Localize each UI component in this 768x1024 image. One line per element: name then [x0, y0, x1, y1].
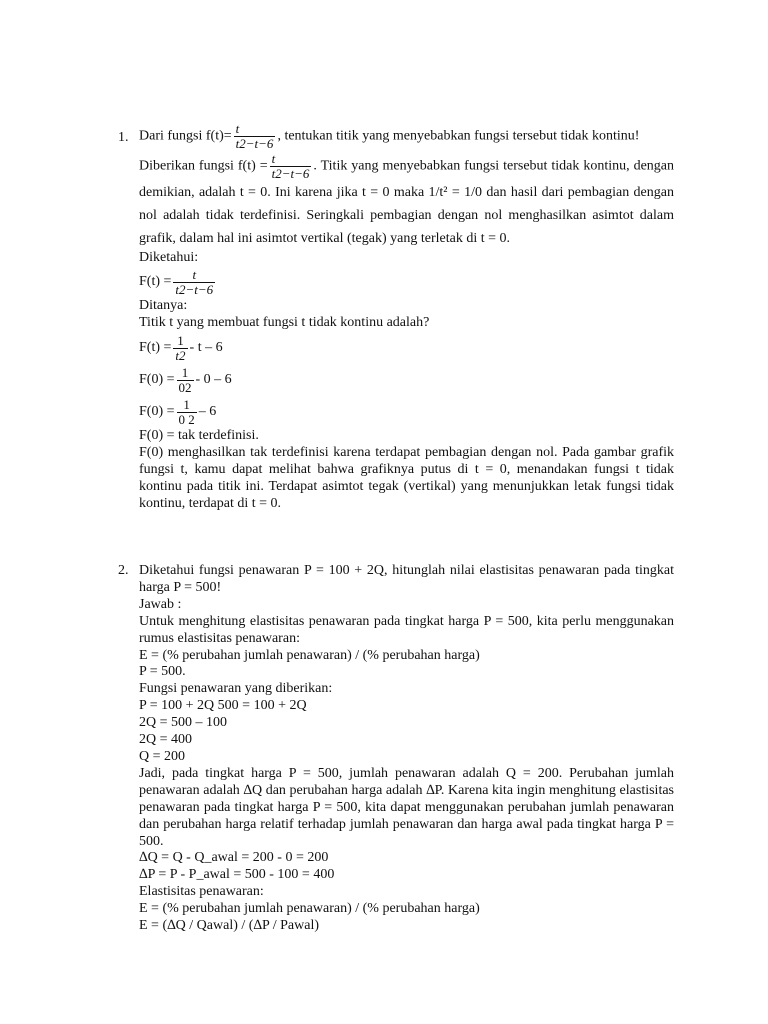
equation-2: [139, 364, 674, 396]
question-2-number: 2.: [118, 563, 129, 578]
calc-line-4: Q = 200: [139, 748, 186, 764]
conclusion-paragraph: F(0) menghasilkan tak terdefinisi karena terdapat pembagian dengan nol. Pada gambar grafik fungsi t, kamu dapat melihat bahwa grafiknya putus di t = 0, menandakan fungsi t tidak kontinu pada titik ini. Terdapat asimtot tegak (vertikal) yang menunjukkan letak fungsi tidak kontinu, terdapat di t = 0.: [139, 445, 674, 511]
equation-rest: – 6: [198, 403, 217, 419]
equation-fraction: [173, 334, 187, 362]
function-fraction: [234, 122, 276, 150]
given-explanation: . Titik yang menyebabkan fungsi tersebut tidak kontinu, dengan demikian, adalah t = 0. Ini karena jika t = 0 maka 1/t² = 1/0 dan hasil dari pembagian dengan nol adalah tidak terdefinisi. Seringkali pembagian dengan nol menghasilkan asimtot dalam grafik, dalam hal ini asimtot vertikal (tegak) yang terletak di t = 0.: [139, 158, 674, 246]
fraction-denominator: t2−t−6: [271, 165, 310, 181]
question-1-number: 1.: [118, 130, 129, 145]
ditanya-label: Ditanya:: [139, 298, 188, 314]
fraction-denominator: 0 2: [178, 411, 195, 427]
supply-function-label: Fungsi penawaran yang diberikan:: [139, 681, 333, 697]
equation-3: [139, 396, 674, 428]
fraction-numerator: 1: [181, 365, 189, 381]
known-fraction: [173, 268, 215, 296]
fraction-denominator: 02: [178, 379, 192, 395]
question-2-prompt: Diketahui fungsi penawaran P = 100 + 2Q, hitunglah nilai elastisitas penawaran pada tingkat harga P = 500!: [139, 563, 674, 595]
delta-q-line: ∆Q = Q - Q_awal = 200 - 0 = 200: [139, 850, 329, 866]
elasticity-label: Elastisitas penawaran:: [139, 884, 264, 900]
fraction-numerator: t: [235, 121, 240, 136]
equation-fraction: [177, 398, 197, 426]
calc-line-2: 2Q = 500 – 100: [139, 715, 228, 731]
question-2-body: [139, 563, 674, 935]
fraction-denominator: t2−t−6: [235, 135, 274, 151]
asked-question: Titik t yang membuat fungsi t tidak kontinu adalah?: [139, 315, 430, 331]
undefined-result: F(0) = tak terdefinisi.: [139, 428, 259, 444]
given-fraction: [270, 152, 312, 180]
question-1-body: [139, 122, 674, 513]
fraction-numerator: t: [192, 267, 197, 283]
diketahui-label: Diketahui:: [139, 249, 199, 265]
equation-label: F(0) =: [139, 371, 175, 387]
equation-fraction: [177, 366, 194, 394]
given-prefix: Diberikan fungsi f(t) =: [139, 158, 268, 174]
given-paragraph: [139, 152, 674, 249]
equation-rest: - t – 6: [189, 339, 223, 355]
calc-line-3: 2Q = 400: [139, 732, 193, 748]
intro-prefix: Dari fungsi f(t)=: [139, 128, 232, 144]
question-1-intro: [139, 122, 674, 150]
fraction-numerator: 1: [183, 397, 190, 413]
equation-rest: - 0 – 6: [195, 371, 232, 387]
fraction-numerator: 1: [177, 333, 184, 349]
equation-1: [139, 332, 674, 364]
equation-label: F(0) =: [139, 403, 175, 419]
answer-paragraph-1: Untuk menghitung elastisitas penawaran pada tingkat harga P = 500, kita perlu menggunakan rumus elastisitas penawaran:: [139, 613, 674, 646]
intro-suffix: , tentukan titik yang menyebabkan fungsi tersebut tidak kontinu!: [277, 128, 640, 144]
ft-label: F(t) =: [139, 274, 172, 290]
given-price-line: P = 500.: [139, 664, 186, 680]
fraction-numerator: t: [271, 151, 276, 167]
elasticity-formula-1: E = (% perubahan jumlah penawaran) / (% perubahan harga): [139, 901, 480, 917]
fraction-denominator: t2−t−6: [175, 281, 214, 297]
equation-label: F(t) =: [139, 339, 172, 355]
jawab-label: Jawab :: [139, 596, 182, 612]
calc-line-1: P = 100 + 2Q 500 = 100 + 2Q: [139, 698, 307, 714]
delta-p-line: ∆P = P - P_awal = 500 - 100 = 400: [139, 867, 335, 883]
answer-paragraph-2: Jadi, pada tingkat harga P = 500, jumlah penawaran adalah Q = 200. Perubahan jumlah penawaran adalah ∆Q dan perubahan harga adalah ∆P. Karena kita ingin menghitung elastisitas penawaran pada tingkat harga P = 500, kita dapat menggunakan perubahan jumlah penawaran dan perubahan harga relatif terhadap jumlah penawaran dan harga awal pada tingkat harga P = 500.: [139, 765, 674, 849]
known-function: [139, 266, 674, 298]
formula-line: E = (% perubahan jumlah penawaran) / (% perubahan harga): [139, 647, 480, 663]
fraction-denominator: t2: [175, 347, 186, 363]
elasticity-formula-2: E = (∆Q / Qawal) / (∆P / Pawal): [139, 918, 320, 934]
